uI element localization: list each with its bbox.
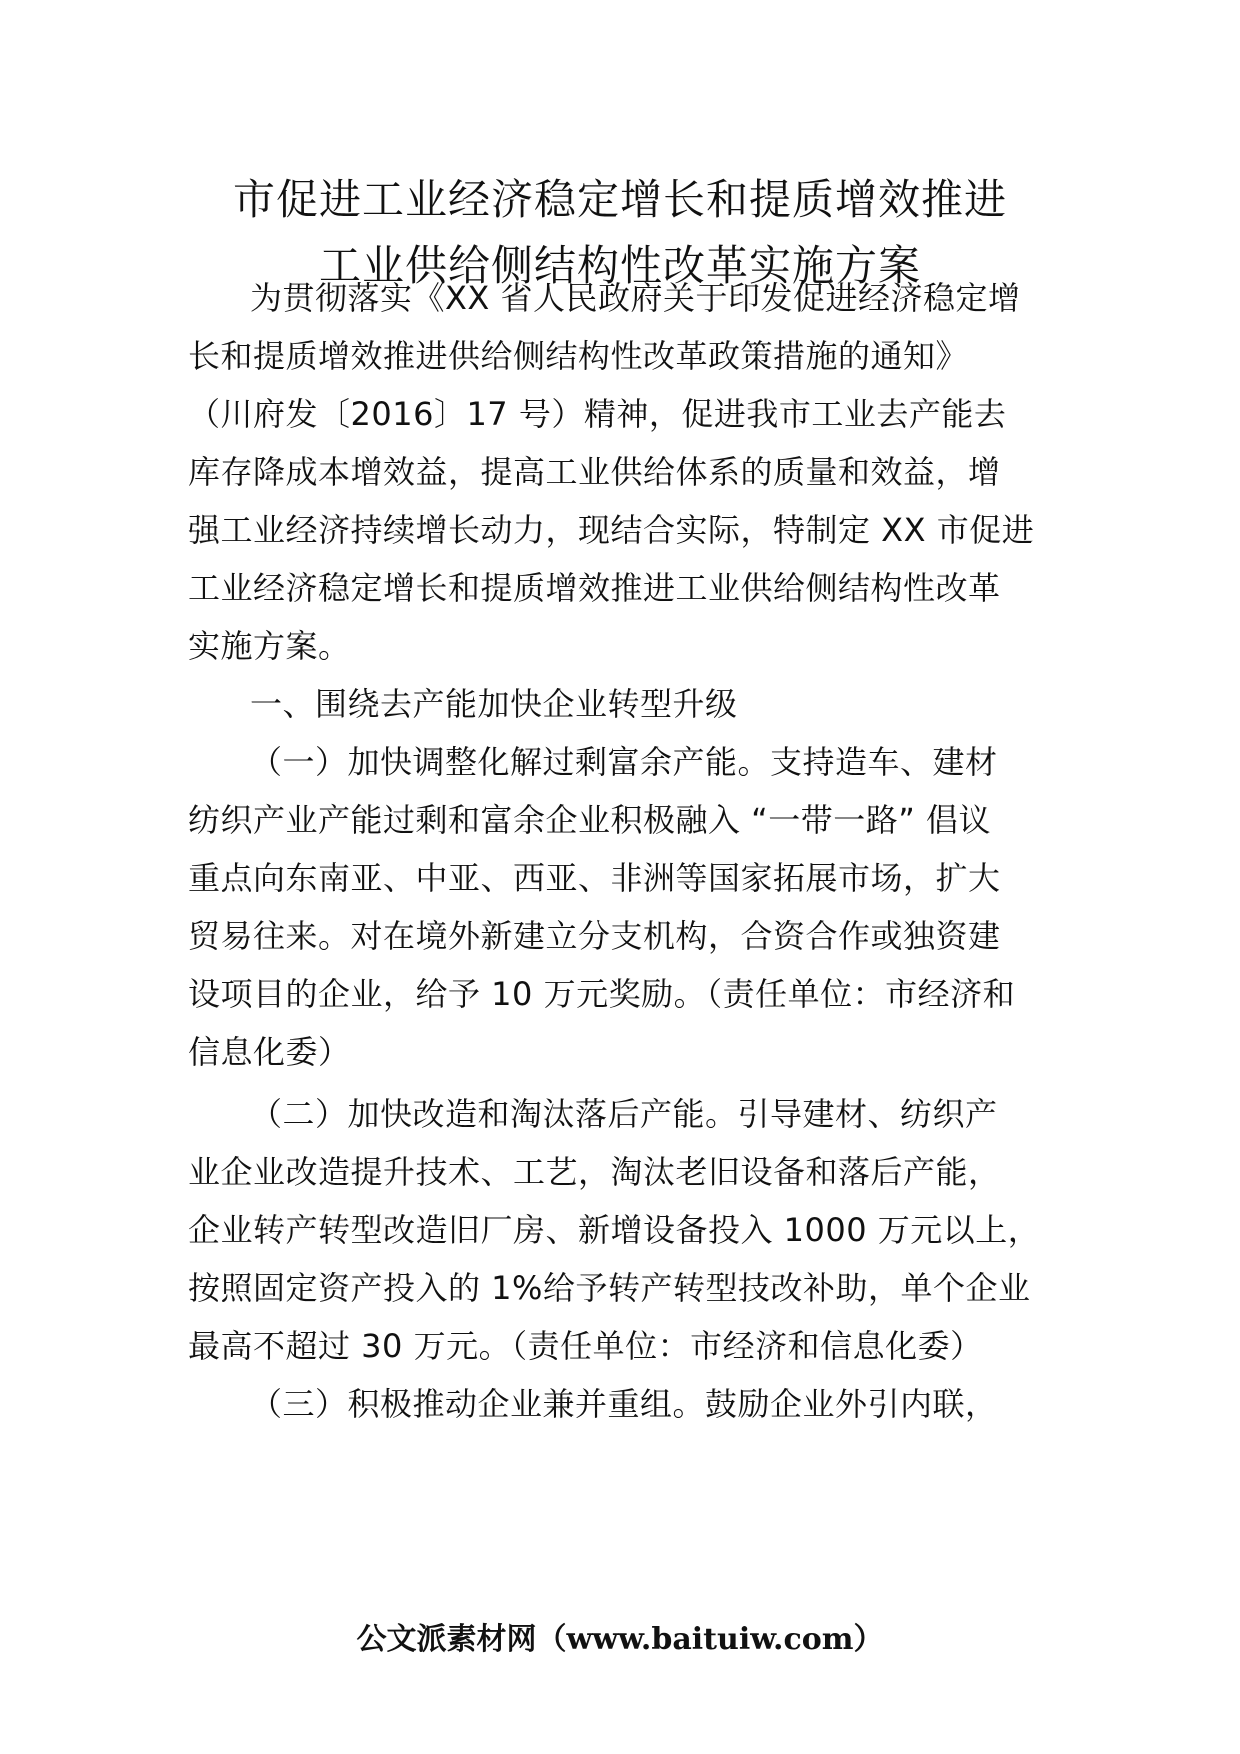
body-line: （三）积极推动企业兼并重组。鼓励企业外引内联， <box>250 1385 998 1423</box>
body-line: 业企业改造提升技术、工艺，淘汰老旧设备和落后产能， <box>188 1153 1001 1191</box>
document-title-line-1: 市促进工业经济稳定增长和提质增效推进 <box>232 175 1007 224</box>
body-line: 纺织产业产能过剩和富余企业积极融入 “一带一路” 倡议 <box>188 801 992 839</box>
body-line: （一）加快调整化解过剩富余产能。支持造车、建材 <box>250 743 998 781</box>
footer-watermark: 公文派素材网（www.baituiw.com） <box>356 1622 884 1657</box>
body-line: 设项目的企业，给予 10 万元奖励。（责任单位：市经济和 <box>188 975 1016 1013</box>
body-line: 为贯彻落实《XX 省人民政府关于印发促进经济稳定增 <box>250 279 1021 317</box>
body-line: （川府发〔2016〕17 号）精神，促进我市工业去产能去 <box>188 395 1007 433</box>
body-line: 信息化委） <box>188 1033 351 1071</box>
body-line: 强工业经济持续增长动力，现结合实际，特制定 XX 市促进 <box>188 511 1035 549</box>
body-line: 实施方案。 <box>188 627 351 665</box>
body-line: 按照固定资产投入的 1%给予转产转型技改补助，单个企业 <box>188 1269 1031 1307</box>
section-heading: 一、围绕去产能加快企业转型升级 <box>250 685 738 723</box>
body-line: 长和提质增效推进供给侧结构性改革政策措施的通知》 <box>188 337 969 375</box>
body-line: 贸易往来。对在境外新建立分支机构，合资合作或独资建 <box>188 917 1001 955</box>
document-title-line-2: 工业供给侧结构性改革实施方案 <box>318 241 921 290</box>
body-line: 企业转产转型改造旧厂房、新增设备投入 1000 万元以上， <box>188 1211 1041 1249</box>
body-line: 库存降成本增效益，提高工业供给体系的质量和效益，增 <box>188 453 1001 491</box>
body-line: 重点向东南亚、中亚、西亚、非洲等国家拓展市场，扩大 <box>188 859 1001 897</box>
body-line: 最高不超过 30 万元。（责任单位：市经济和信息化委） <box>188 1327 983 1365</box>
body-line: （二）加快改造和淘汰落后产能。引导建材、纺织产 <box>250 1095 998 1133</box>
body-line: 工业经济稳定增长和提质增效推进工业供给侧结构性改革 <box>188 569 1001 607</box>
